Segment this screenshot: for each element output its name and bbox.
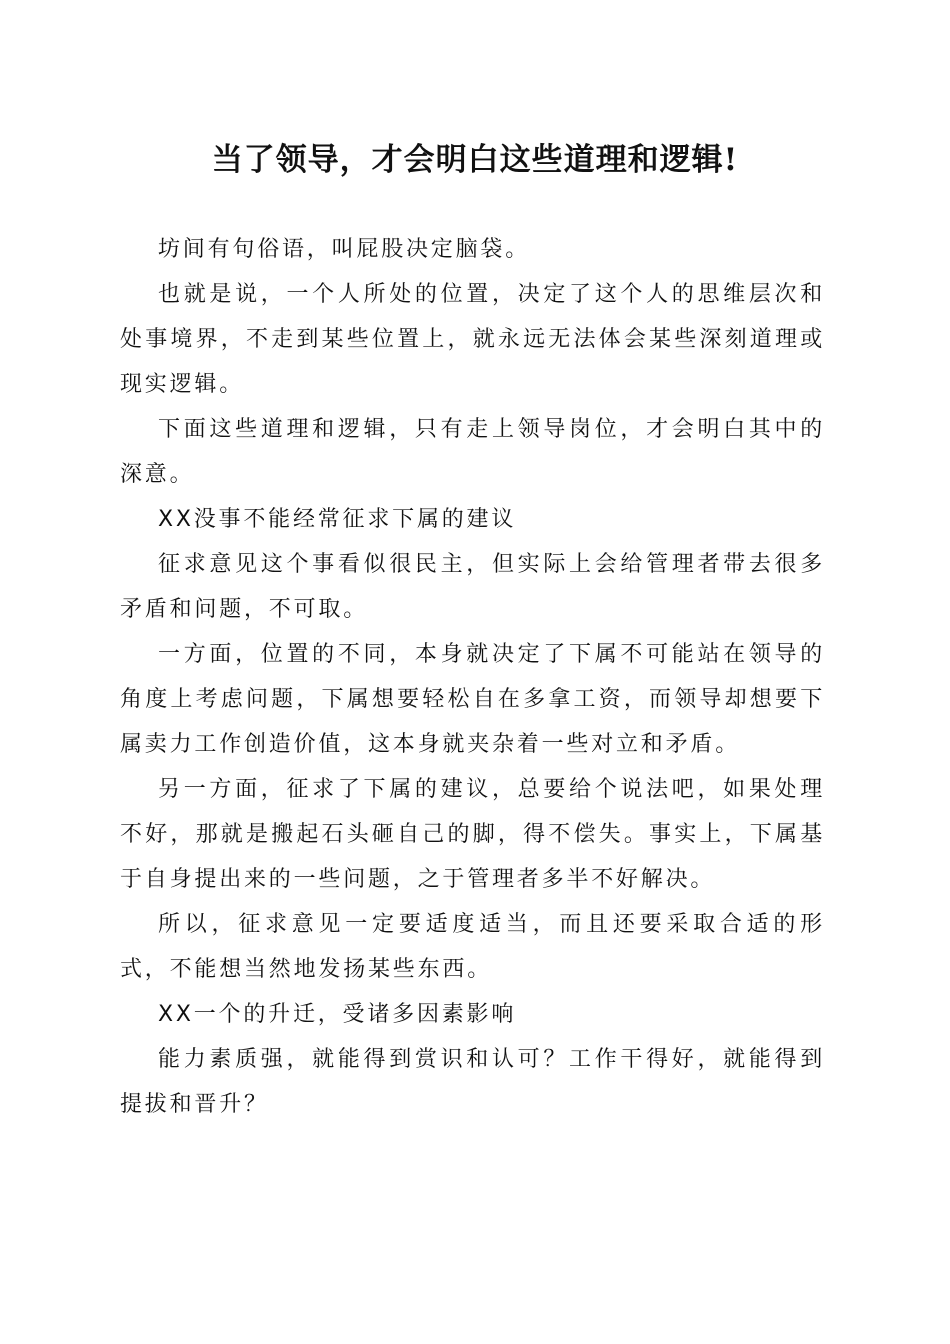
- paragraph: 征求意见这个事看似很民主，但实际上会给管理者带去很多矛盾和问题，不可取。: [120, 552, 825, 622]
- paragraph: 坊间有句俗语，叫屁股决定脑袋。: [158, 237, 531, 262]
- paragraph: 能力素质强，就能得到赏识和认可？工作干得好，就能得到提拔和晋升？: [120, 1047, 825, 1117]
- paragraph: 也就是说，一个人所处的位置，决定了这个人的思维层次和处事境界，不走到某些位置上，就永远无法体会某些深刻道理或现实逻辑。: [120, 282, 825, 397]
- document-body: [120, 227, 825, 1127]
- paragraph: 下面这些道理和逻辑，只有走上领导岗位，才会明白其中的深意。: [120, 417, 825, 487]
- section-heading: XX一个的升迁，受诸多因素影响: [158, 1002, 517, 1027]
- document-title: 当了领导，才会明白这些道理和逻辑!: [211, 142, 739, 178]
- paragraph: 所以，征求意见一定要适度适当，而且还要采取合适的形式，不能想当然地发扬某些东西。: [120, 912, 825, 982]
- section-heading: XX没事不能经常征求下属的建议: [158, 507, 517, 532]
- paragraph: 一方面，位置的不同，本身就决定了下属不可能站在领导的角度上考虑问题，下属想要轻松自在多拿工资，而领导却想要下属卖力工作创造价值，这本身就夹杂着一些对立和矛盾。: [120, 642, 825, 757]
- paragraph: 另一方面，征求了下属的建议，总要给个说法吧，如果处理不好，那就是搬起石头砸自己的脚，得不偿失。事实上，下属基于自身提出来的一些问题，之于管理者多半不好解决。: [120, 777, 825, 892]
